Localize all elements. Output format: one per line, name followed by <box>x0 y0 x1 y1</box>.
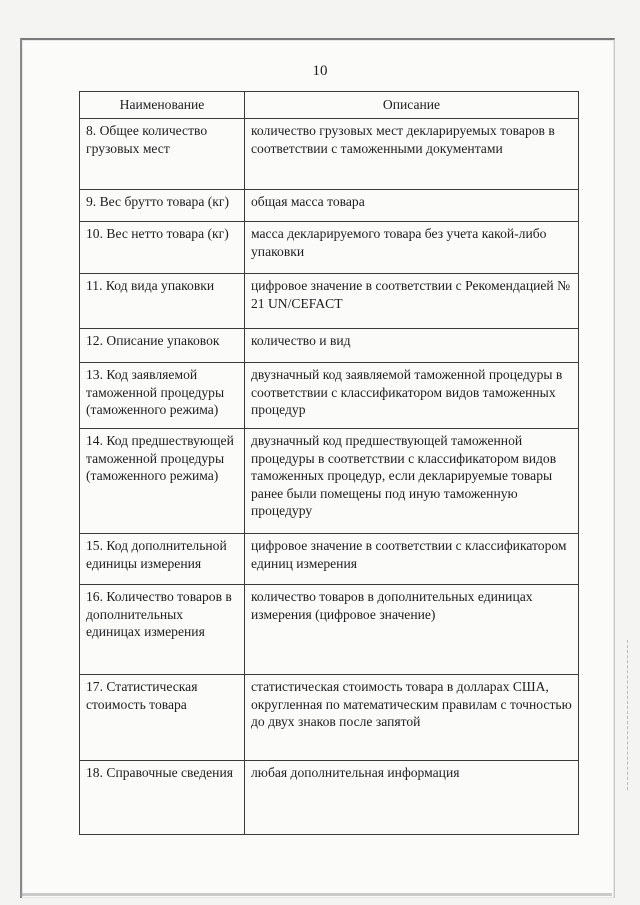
row-description: цифровое значение в соответствии с Рекомендацией № 21 UN/CEFACT <box>245 274 579 329</box>
page-number: 10 <box>312 63 328 79</box>
header-name: Наименование <box>80 92 245 119</box>
table-row <box>80 761 579 835</box>
scan-bottom-border <box>20 893 612 896</box>
table-row <box>80 190 579 222</box>
table-row <box>80 585 579 675</box>
header-description: Описание <box>245 92 579 119</box>
row-description: двузначный код предшествующей таможенной процедуры в соответствии с классификатором видов таможенных процедур, если декларируемые товары ранее были помещены под иную таможенную процедуру <box>245 429 579 534</box>
row-name: 15. Код дополнительной единицы измерения <box>80 534 245 585</box>
row-description: общая масса товара <box>245 190 579 222</box>
table-row <box>80 363 579 429</box>
row-name: 14. Код предшествующей таможенной процедуры (таможенного режима) <box>80 429 245 534</box>
table-row <box>80 222 579 274</box>
table-row <box>80 119 579 190</box>
row-description: количество грузовых мест декларируемых товаров в соответствии с таможенными документами <box>245 119 579 190</box>
row-description: количество товаров в дополнительных единицах измерения (цифровое значение) <box>245 585 579 675</box>
table-row <box>80 429 579 534</box>
row-description: двузначный код заявляемой таможенной процедуры в соответствии с классификатором видов таможенных процедур <box>245 363 579 429</box>
row-name: 11. Код вида упаковки <box>80 274 245 329</box>
row-description: любая дополнительная информация <box>245 761 579 835</box>
table-row <box>80 274 579 329</box>
row-name: 12. Описание упаковок <box>80 329 245 363</box>
row-name: 8. Общее количество грузовых мест <box>80 119 245 190</box>
row-name: 16. Количество товаров в дополнительных единицах измерения <box>80 585 245 675</box>
customs-fields-table <box>79 91 579 835</box>
row-name: 10. Вес нетто товара (кг) <box>80 222 245 274</box>
row-name: 9. Вес брутто товара (кг) <box>80 190 245 222</box>
scan-edge-marks <box>627 640 636 790</box>
row-name: 18. Справочные сведения <box>80 761 245 835</box>
row-description: цифровое значение в соответствии с классификатором единиц измерения <box>245 534 579 585</box>
table-header-row <box>80 92 579 119</box>
row-description: количество и вид <box>245 329 579 363</box>
table-row <box>80 329 579 363</box>
row-name: 17. Статистическая стоимость товара <box>80 675 245 761</box>
row-description: статистическая стоимость товара в долларах США, округленная по математическим правилам с точностью до двух знаков после запятой <box>245 675 579 761</box>
table-row <box>80 534 579 585</box>
table-row <box>80 675 579 761</box>
row-description: масса декларируемого товара без учета какой-либо упаковки <box>245 222 579 274</box>
row-name: 13. Код заявляемой таможенной процедуры (таможенного режима) <box>80 363 245 429</box>
